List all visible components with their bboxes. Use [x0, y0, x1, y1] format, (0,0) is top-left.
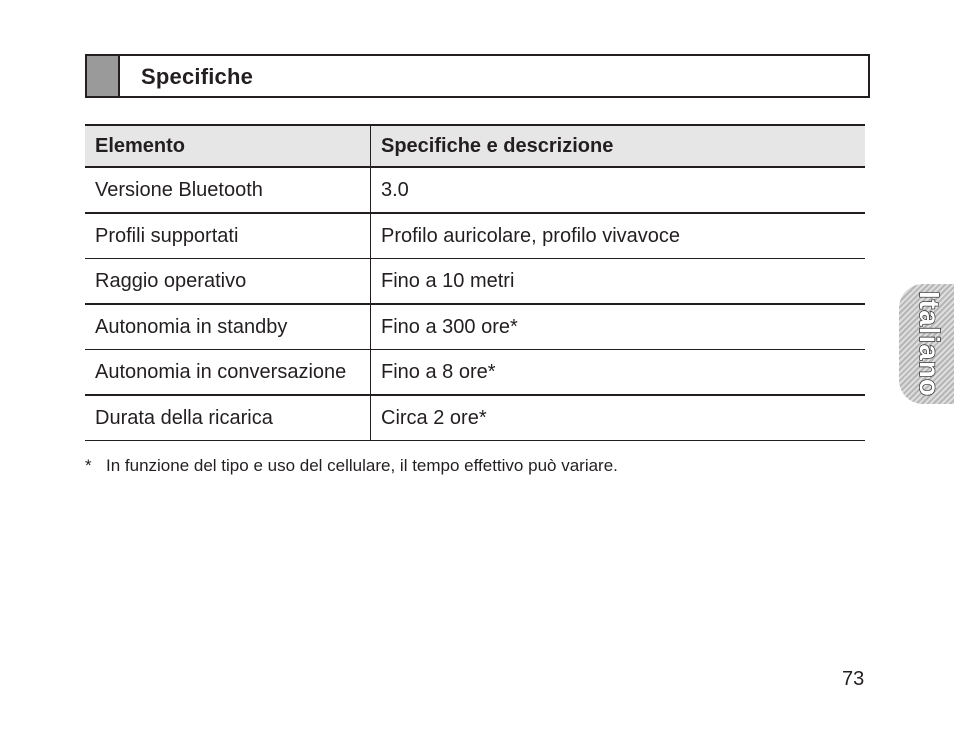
spec-value: 3.0	[371, 167, 866, 213]
spec-value: Fino a 10 metri	[371, 259, 866, 305]
spec-value: Profilo auricolare, profilo vivavoce	[371, 213, 866, 259]
footnote	[85, 455, 618, 477]
language-tab-label: Italiano	[914, 290, 945, 398]
table-row	[85, 395, 865, 441]
spec-name: Raggio operativo	[85, 259, 371, 305]
table-row	[85, 213, 865, 259]
spec-name: Profili supportati	[85, 213, 371, 259]
table-row	[85, 259, 865, 305]
section-marker	[87, 56, 120, 96]
spec-value: Circa 2 ore*	[371, 395, 866, 441]
spec-name: Versione Bluetooth	[85, 167, 371, 213]
table-header-row	[85, 125, 865, 167]
spec-name: Autonomia in standby	[85, 304, 371, 350]
spec-value: Fino a 300 ore*	[371, 304, 866, 350]
header-description: Specifiche e descrizione	[371, 125, 866, 167]
header-element: Elemento	[85, 125, 371, 167]
spec-value: Fino a 8 ore*	[371, 350, 866, 396]
table-row	[85, 167, 865, 213]
table-row	[85, 304, 865, 350]
section-title: Specifiche	[141, 64, 254, 89]
spec-name: Autonomia in conversazione	[85, 350, 371, 396]
language-tab	[899, 284, 954, 404]
page-number: 73	[842, 668, 865, 690]
footnote-text: In funzione del tipo e uso del cellulare, il tempo effettivo può variare.	[106, 456, 618, 475]
footnote-marker: *	[85, 456, 92, 475]
specs-table	[85, 124, 865, 441]
spec-name: Durata della ricarica	[85, 395, 371, 441]
section-heading	[85, 54, 870, 98]
table-row	[85, 350, 865, 396]
